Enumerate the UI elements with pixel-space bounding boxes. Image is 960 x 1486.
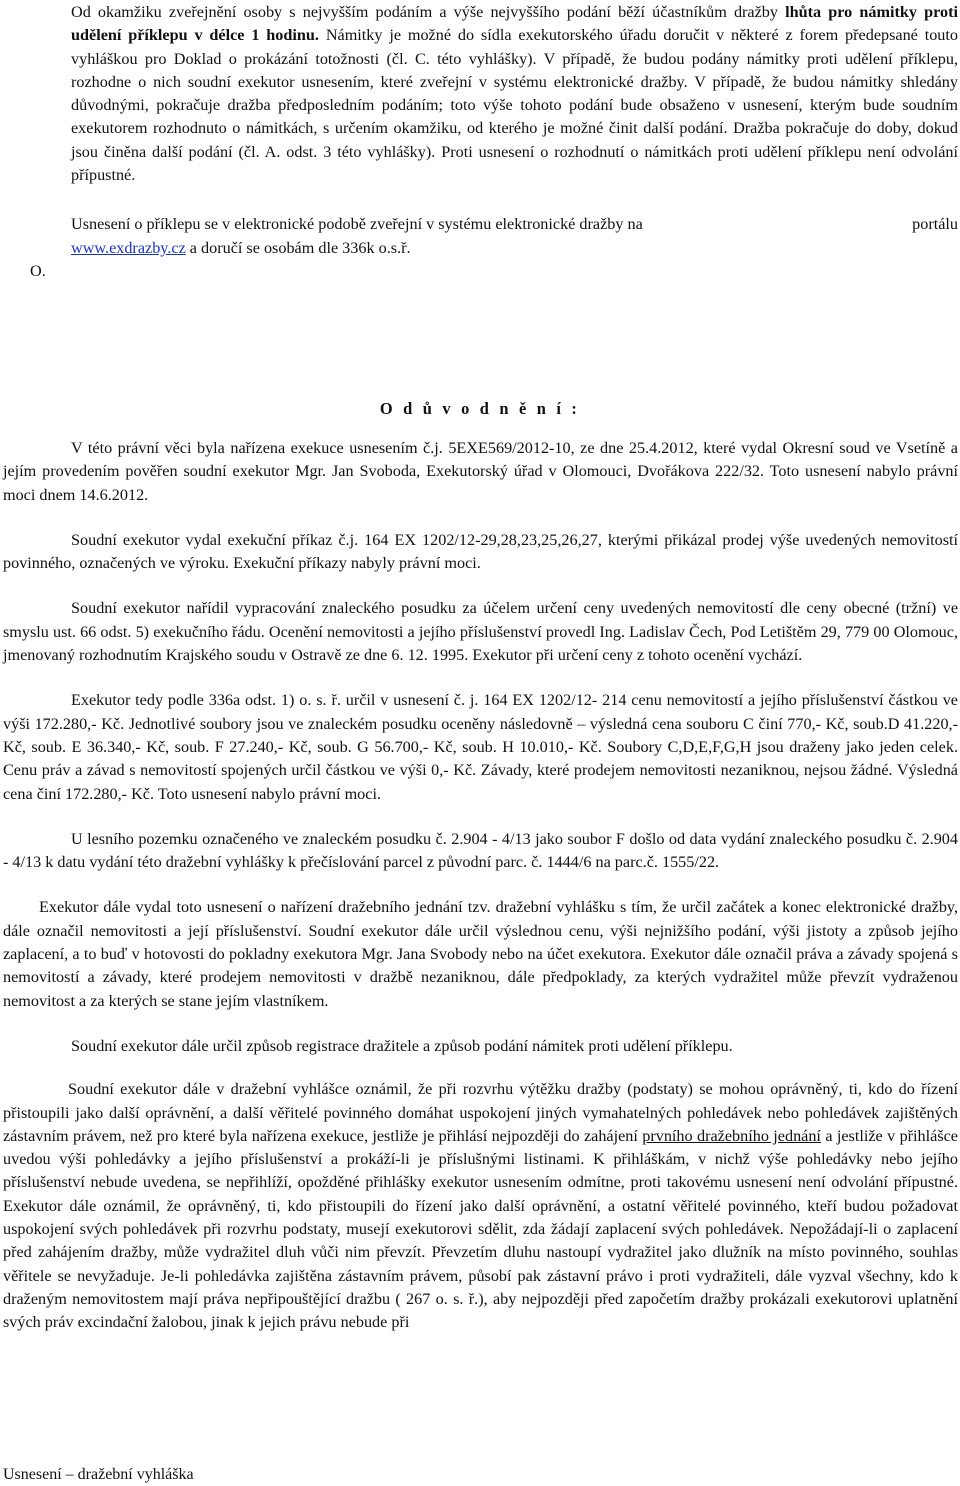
- first-auction-hearing-underlined: prvního dražebního jednání: [642, 1126, 821, 1145]
- usneseni-portal-word: portálu: [912, 215, 958, 234]
- reasoning-heading: O d ů v o d n ě n í :: [379, 399, 581, 418]
- paragraph-claims: [3, 1078, 958, 1334]
- objection-text-start: Od okamžiku zveřejnění osoby s nejvyšším podáním a výše nejvyššího podání běží účastníkům dražby: [71, 3, 786, 21]
- paragraph-parcel-renumbering: U lesního pozemku označeného ve znaleckém posudku č. 2.904 - 4/13 jako soubor F došlo od data vydání znaleckého posudku č. 2.904 - 4/13 k datu vydání této dražební vyhlášky k přečíslování parcel z původní parc. č. 1444/6 na parc.č. 1555/22.: [3, 829, 958, 872]
- claims-text-rest: a jestliže v přihlášce uvedou výši pohledávky a jejího příslušenství a prokáží-li je příslušnými listinami. K přihláškám, v nichž výše pohledávky nebo jejího příslušenství nebude uvedena, se nepřihlíží, opožděné přihlášky exekutor usnesením odmítne, proti takovému usnesení není odvolání přípustné. Exekutor dále oznámil, že oprávněný, ti, kdo přistoupili do řízení jako další oprávnění, a ostatní věřitelé povinného, kteří budou požadovat uspokojení svých pohledávek při rozvrhu podstaty, musejí exekutorovi sdělit, zda žádají zaplacení svých pohledávek. Nepožádají-li o zaplacení před zahájením dražby, může vydražitel dluh vůči nim převzít. Převzetím dluhu nastoupí vydražitel jako dlužník na místo povinného, souhlas věřitele se nevyžaduje. Je-li pohledávka zajištěna zástavním právem, působí pak zástavní právo i proti vydražiteli, dále vyzval všechny, kdo k draženým nemovitostem mají práva nepřipouštějící dražbu ( 267 o. s. ř.), aby nejpozději před započetím dražby prokázali exekutorovi uplatnění svých práv excindační žalobou, jinak k jejich právu nebude při: [3, 1126, 958, 1332]
- page-footer: Usnesení – dražební vyhláška: [3, 1466, 194, 1483]
- objection-text-rest: Námitky je možné do sídla exekutorského úřadu doručit v některé z forem předepsané touto vyhláškou pro Doklad o prokázání totožnosti (čl. C. této vyhlášky). V případě, že budou podány námitky proti udělení příklepu, rozhodne o nich soudní exekutor usnesením, které zveřejní v systému elektronické dražby. V případě, že budou námitky shledány důvodnými, pokračuje dražba předposledním podáním; toto výše tohoto podání bude obsaženo v usnesení, kterým bude soudním exekutorem rozhodnuto o námitkách, s určením okamžiku, od kterého je možné činit další podání. Dražba pokračuje do doby, dokud jsou činěna další podání (čl. A. odst. 3 této vyhlášky). Proti usnesení o rozhodnutí o námitkách proti udělení příklepu není odvolání přípustné.: [71, 26, 958, 185]
- usneseni-paragraph: [71, 213, 958, 260]
- exdrazby-link[interactable]: www.exdrazby.cz: [71, 238, 186, 257]
- paragraph-execution-command: Soudní exekutor vydal exekuční příkaz č.j. 164 EX 1202/12-29,28,23,25,26,27, kterými přikázal prodej výše uvedených nemovitostí povinného, označených ve výroku. Exekuční příkazy nabyly právní moci.: [3, 530, 958, 573]
- usneseni-text: Usnesení o příklepu se v elektronické podobě zveřejní v systému elektronické dražby na: [71, 215, 643, 234]
- reasoning-body: [3, 437, 958, 1335]
- paragraph-auction-notice: Exekutor dále vydal toto usnesení o nařízení dražebního jednání tzv. dražební vyhlášku s tím, že určil začátek a konec elektronické dražby, dále označil nemovitosti a její příslušenství. Soudní exekutor dále určil výslednou cenu, výši nejnižšího podání, výši jistoty a způsob jejího zaplacení, a to buď v hotovosti do pokladny exekutora Mgr. Jana Svobody nebo na účet exekutora. Exekutor dále označil práva a závady spojená s nemovitostí a závady, které prodejem nemovitosti v dražbě nezaniknou, dále předpoklady, za kterých vydražitel může převzít vydraženou nemovitost a za kterých se stane jejím vlastníkem.: [3, 898, 958, 1010]
- section-o-marker: O.: [30, 262, 46, 280]
- paragraph-price-determination: Exekutor tedy podle 336a odst. 1) o. s. ř. určil v usnesení č. j. 164 EX 1202/12- 214 cenu nemovitostí a jejího příslušenství částkou ve výši 172.280,- Kč. Jednotlivé soubory jsou ve znaleckém posudku oceněny následovně – výsledná cena souboru C činí 770,- Kč, soub.D 41.220,- Kč, soub. E 36.340,- Kč, soub. F 27.240,- Kč, soub. G 56.700,- Kč, soub. H 10.010,- Kč. Soubory C,D,E,F,G,H jsou draženy jako jeden celek. Cenu práv a závad s nemovitostí spojených určil částkou ve výši 0,- Kč. Závady, které prodejem nemovitosti nezaniknou, nejsou žádné. Výsledná cena činí 172.280,- Kč. Toto usnesení nabylo právní moci.: [3, 691, 958, 803]
- usneseni-line-1: [71, 213, 958, 236]
- paragraph-registration: Soudní exekutor dále určil způsob registrace dražitele a způsob podání námitek proti udělení příklepu.: [71, 1036, 733, 1055]
- claims-text-start: Soudní exekutor dále v dražební vyhlášce oznámil, že při rozvrhu výtěžku dražby (podstaty) se mohou oprávněný, ti, kdo do řízení přistoupili jako další oprávnění, a další věřitelé povinného domáhat uspokojení jiných vymahatelných pohledávek nebo pohledávek zajištěných zástavním právem, než pro které byla nařízena exekuce, jestliže je přihlásí nejpozději do zahájení: [3, 1080, 958, 1145]
- usneseni-line-2: [71, 237, 958, 260]
- paragraph-expert-opinion: Soudní exekutor nařídil vypracování znaleckého posudku za účelem určení ceny uvedených nemovitostí dle ceny obecné (tržní) ve smyslu ust. 66 odst. 5) exekučního řádu. Ocenění nemovitosti a jejího příslušenství provedl Ing. Ladislav Čech, Pod Letištěm 29, 779 00 Olomouc, jmenovaný rozhodnutím Krajského soudu v Ostravě ze dne 6. 12. 1995. Exekutor při určení ceny z tohoto ocenění vychází.: [3, 599, 958, 665]
- objection-paragraph: [71, 1, 958, 187]
- objection-deadline-bold: lhůta pro námitky proti udělení příklepu v délce 1 hodinu.: [71, 3, 958, 45]
- usneseni-line-2-rest: a doručí se osobám dle 336k o.s.ř.: [185, 238, 411, 257]
- section-o-content: [71, 1, 958, 260]
- paragraph-execution-order: V této právní věci byla nařízena exekuce usnesením č.j. 5EXE569/2012-10, ze dne 25.4.2012, které vydal Okresní soud ve Vsetíně a jejím provedením pověřen soudní exekutor Mgr. Jan Svoboda, Exekutorský úřad v Olomouci, Dvořákova 222/32. Toto usnesení nabylo právní moci dnem 14.6.2012.: [3, 439, 958, 504]
